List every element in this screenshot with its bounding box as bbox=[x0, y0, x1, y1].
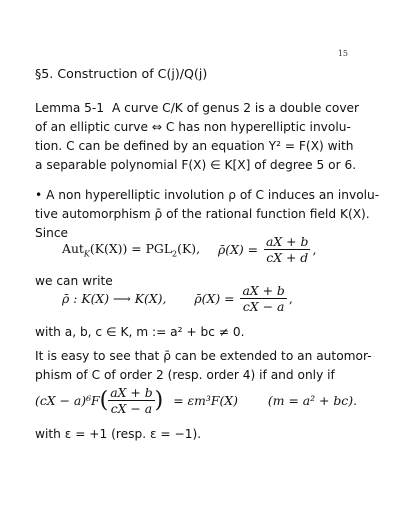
paragraph-line-3: Since bbox=[35, 226, 69, 240]
equation-aut-pgl bbox=[62, 234, 316, 265]
eq3-rhs: = εm³F(X) bbox=[173, 393, 238, 408]
eq1-end: (K), bbox=[177, 240, 201, 256]
eq1-fraction bbox=[264, 234, 310, 265]
equation-map bbox=[62, 283, 293, 314]
with-line: with a, b, c ∈ K, m := a² + bc ≠ 0. bbox=[35, 325, 245, 339]
page-number: 15 bbox=[337, 49, 348, 58]
eq1-denominator: cX + d bbox=[266, 250, 309, 265]
eq1-comma: , bbox=[312, 242, 317, 257]
lemma-line-3: tion. C can be defined by an equation Y² = F(X) with bbox=[35, 139, 354, 153]
eq1-arg: (K(X)) = PGL bbox=[89, 240, 173, 256]
paragraph-line-2: tive automorphism ρ̄ of the rational function field K(X). bbox=[35, 207, 370, 221]
eq3-prefix: (cX − a)⁶F bbox=[35, 393, 100, 408]
lemma-line-2: of an elliptic curve ⇔ C has non hyperelliptic involu- bbox=[35, 120, 351, 134]
eq1-pgl-sub: 2 bbox=[172, 249, 178, 259]
last-line: with ε = +1 (resp. ε = −1). bbox=[35, 427, 202, 441]
eq1-numerator: aX + b bbox=[266, 234, 309, 249]
extend-line-2: phism of C of order 2 (resp. order 4) if and only if bbox=[35, 368, 335, 382]
lemma-line-1 bbox=[35, 101, 359, 115]
lemma-text-1: A curve C/K of genus 2 is a double cover bbox=[111, 101, 360, 115]
eq3-numerator: aX + b bbox=[110, 385, 153, 400]
eq2-numerator: aX + b bbox=[242, 283, 285, 298]
eq1-aut-sub: K bbox=[83, 249, 90, 259]
lemma-line-4: a separable polynomial F(X) ∈ K[X] of degree 5 or 6. bbox=[35, 158, 357, 172]
paragraph-line-1: • A non hyperelliptic involution ρ of C induces an involu- bbox=[35, 188, 380, 202]
eq2-fraction bbox=[240, 283, 286, 314]
eq1-rho: ρ̄(X) = bbox=[217, 242, 259, 257]
eq2-rho: ρ̄(X) = bbox=[194, 291, 235, 306]
we-can-write: we can write bbox=[35, 274, 113, 288]
eq2-map: ρ̄ : K(X) ⟶ K(X), bbox=[62, 291, 167, 306]
equation-automorphism-condition bbox=[35, 385, 357, 416]
eq2-denominator: cX − a bbox=[242, 299, 285, 314]
extend-line-1: It is easy to see that ρ̄ can be extended to an automor- bbox=[35, 349, 372, 363]
eq3-left-paren: ( bbox=[99, 388, 109, 413]
lemma-label: Lemma 5-1 bbox=[35, 101, 105, 115]
section-heading: §5. Construction of C(j)/Q(j) bbox=[35, 66, 208, 81]
eq3-right-paren: ) bbox=[154, 388, 164, 413]
eq2-comma: , bbox=[288, 291, 293, 306]
eq3-denominator: cX − a bbox=[110, 401, 153, 416]
eq3-fraction bbox=[108, 385, 154, 416]
eq3-condition: (m = a² + bc). bbox=[267, 393, 358, 408]
eq1-aut: Aut bbox=[62, 240, 84, 256]
